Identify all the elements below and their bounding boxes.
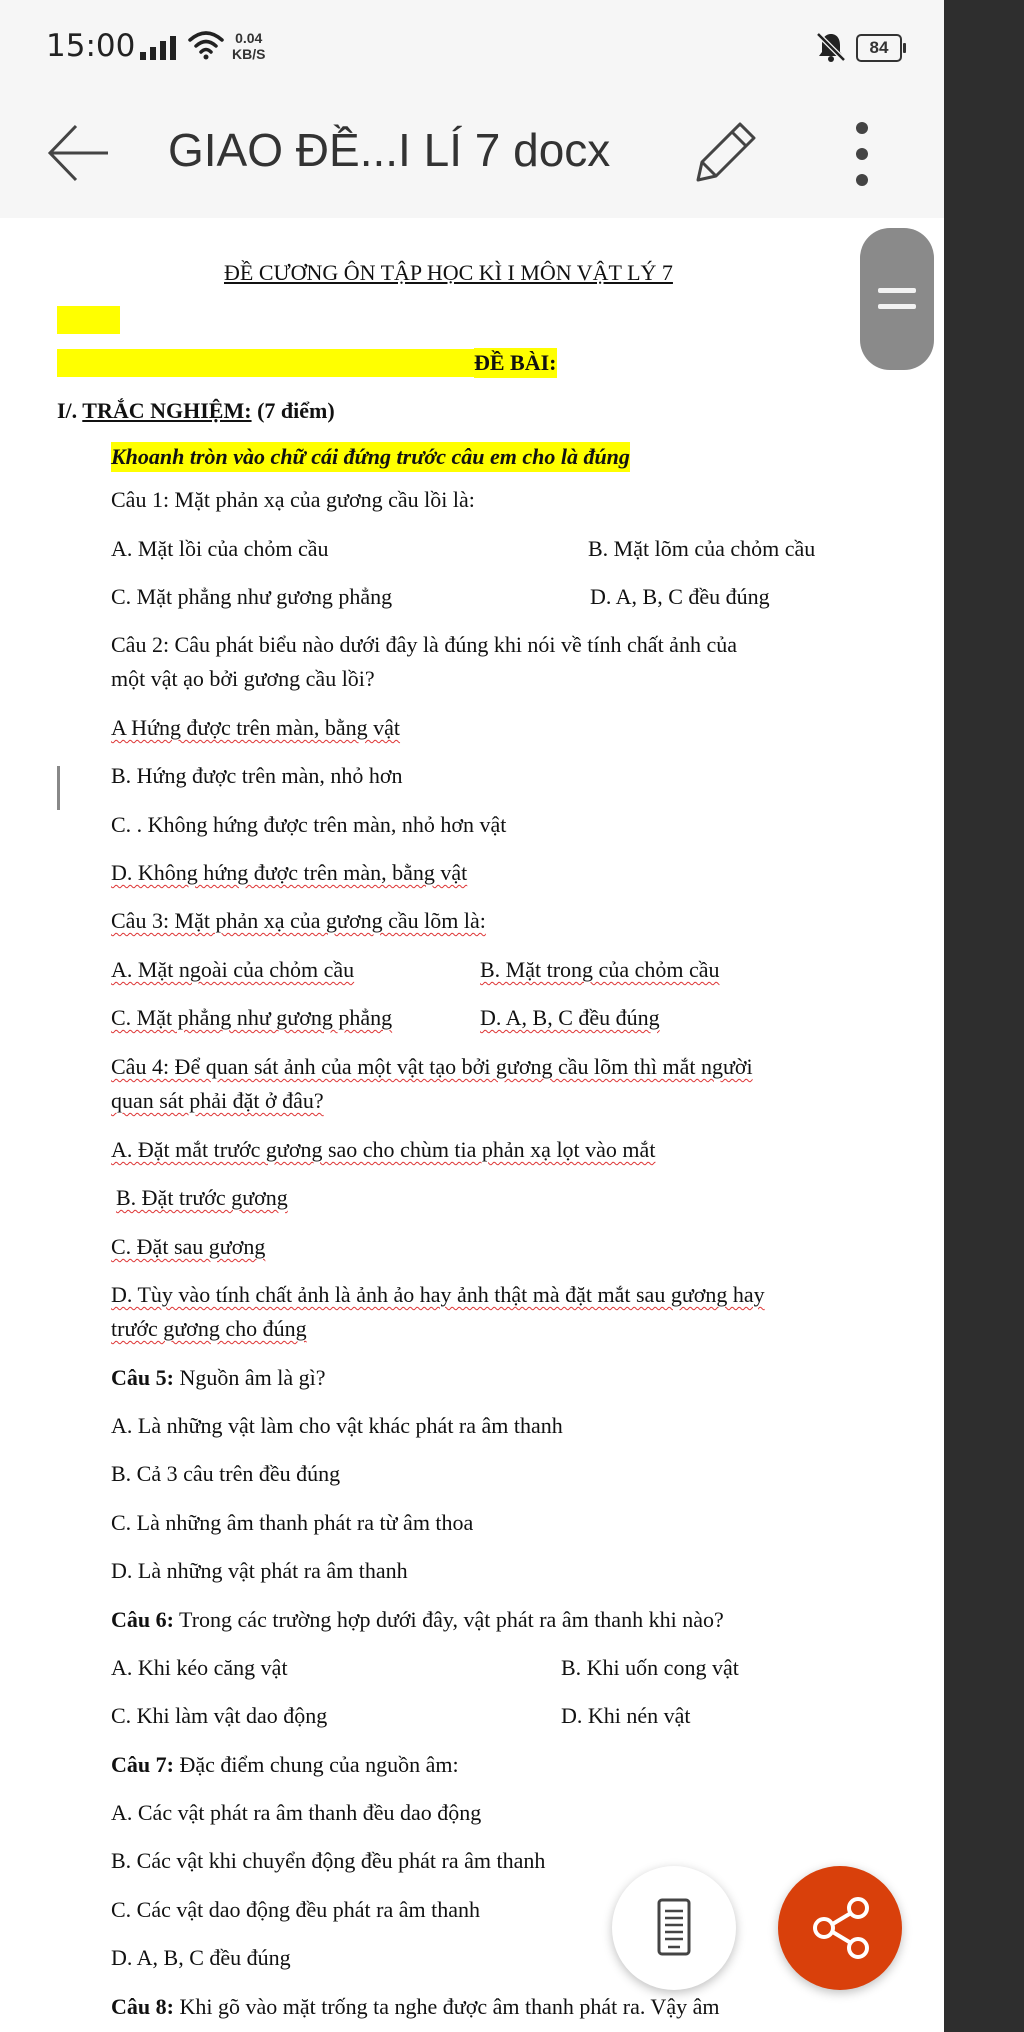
q4-option-a: A. Đặt mắt trước gương sao cho chùm tia phản xạ lọt vào mắt: [111, 1137, 656, 1162]
more-vertical-icon[interactable]: [840, 114, 884, 194]
section-title: TRẮC NGHIỆM:: [82, 398, 252, 423]
question-2-line-2: một vật ạo bởi gương cầu lồi?: [111, 666, 375, 691]
q2-option-d: D. Không hứng được trên màn, bằng vật: [111, 860, 468, 885]
q1-option-b: B. Mặt lõm của chỏm cầu: [588, 536, 816, 561]
battery-indicator: 84: [856, 34, 902, 62]
q2-option-a: A Hứng được trên màn, bằng vật: [111, 715, 401, 740]
status-time: 15:00: [46, 28, 136, 64]
question-5: [111, 1363, 325, 1393]
q5-option-c: C. Là những âm thanh phát ra từ âm thoa: [111, 1510, 474, 1535]
q7-option-b: B. Các vật khi chuyển động đều phát ra âm thanh: [111, 1848, 546, 1873]
q4-option-d-line-2: trước gương cho đúng: [111, 1316, 307, 1341]
q3-option-c: C. Mặt phẳng như gương phẳng: [111, 1005, 393, 1030]
q1-option-c: C. Mặt phẳng như gương phẳng: [111, 584, 393, 609]
q4-option-d-line-1: D. Tùy vào tính chất ảnh là ảnh ảo hay ảnh thật mà đặt mắt sau gương hay: [111, 1282, 765, 1307]
text-cursor: [57, 766, 60, 810]
q5-option-b: B. Cả 3 câu trên đều đúng: [111, 1461, 341, 1486]
pencil-icon[interactable]: [684, 112, 764, 192]
q4-option-b: B. Đặt trước gương: [116, 1185, 288, 1210]
q4-option-c: C. Đặt sau gương: [111, 1234, 266, 1259]
question-8: [111, 1992, 719, 2022]
q1-option-d: D. A, B, C đều đúng: [590, 584, 770, 609]
q1-option-a: A. Mặt lồi của chỏm cầu: [111, 536, 329, 561]
q8-text: Khi gõ vào mặt trống ta nghe được âm thanh phát ra. Vậy âm: [173, 1994, 720, 2019]
q6-text: Trong các trường hợp dưới đây, vật phát ra âm thanh khi nào?: [173, 1607, 724, 1632]
q6-option-d: D. Khi nén vật: [561, 1703, 691, 1728]
network-speed-value: 0.04: [235, 30, 263, 46]
q7-option-d: D. A, B, C đều đúng: [111, 1945, 291, 1970]
share-icon: [778, 1866, 902, 1990]
question-6: [111, 1605, 724, 1635]
question-7: [111, 1750, 459, 1780]
q2-option-c: C. . Không hứng được trên màn, nhỏ hơn vật: [111, 812, 507, 837]
q3-option-d: D. A, B, C đều đúng: [480, 1005, 660, 1030]
q6-label: Câu 6:: [111, 1607, 174, 1632]
q6-option-c: C. Khi làm vật dao động: [111, 1703, 328, 1728]
highlight-mark: [57, 306, 120, 334]
back-arrow-icon[interactable]: [44, 118, 114, 188]
question-4-line-2: quan sát phải đặt ở đâu?: [111, 1088, 324, 1113]
question-4-line-1: Câu 4: Để quan sát ảnh của một vật tạo bởi gương cầu lõm thì mắt người: [111, 1054, 753, 1079]
mobile-view-icon: [612, 1866, 736, 1990]
question-1: Câu 1: Mặt phản xạ của gương cầu lồi là:: [111, 487, 475, 512]
question-3: Câu 3: Mặt phản xạ của gương cầu lõm là:: [111, 908, 486, 933]
screen-edge: [944, 0, 1024, 2032]
de-bai-label: ĐỀ BÀI:: [474, 348, 557, 378]
bell-muted-icon: [814, 30, 848, 64]
section-heading: [57, 396, 335, 426]
instruction-text: Khoanh tròn vào chữ cái đứng trước câu em cho là đúng: [111, 442, 630, 472]
scroll-grip-line: [878, 304, 916, 309]
document-title: GIAO ĐỀ...I LÍ 7 docx: [168, 124, 611, 176]
wifi-icon: [188, 30, 224, 60]
signal-icon: [140, 36, 180, 60]
q7-option-a: A. Các vật phát ra âm thanh đều dao động: [111, 1800, 482, 1825]
q7-option-c: C. Các vật dao động đều phát ra âm thanh: [111, 1897, 481, 1922]
mobile-view-button[interactable]: [612, 1866, 736, 1990]
q7-text: Đặc điểm chung của nguồn âm:: [173, 1752, 459, 1777]
document-page: [0, 218, 944, 2032]
q2-option-b: B. Hứng được trên màn, nhỏ hơn: [111, 763, 403, 788]
question-2-line-1: Câu 2: Câu phát biểu nào dưới đây là đúng khi nói về tính chất ảnh của: [111, 632, 737, 657]
q8-label: Câu 8:: [111, 1994, 174, 2019]
q3-option-b: B. Mặt trong của chỏm cầu: [480, 957, 720, 982]
q5-text: Nguồn âm là gì?: [173, 1365, 326, 1390]
status-bar: [0, 0, 944, 90]
q6-option-a: A. Khi kéo căng vật: [111, 1655, 288, 1680]
document-heading: ĐỀ CƯƠNG ÔN TẬP HỌC KÌ I MÔN VẬT LÝ 7: [224, 260, 673, 285]
section-points: (7 điểm): [251, 398, 335, 423]
q5-option-a: A. Là những vật làm cho vật khác phát ra âm thanh: [111, 1413, 563, 1438]
fast-scroll-thumb[interactable]: [860, 228, 934, 370]
q7-label: Câu 7:: [111, 1752, 174, 1777]
section-prefix: I/.: [57, 398, 83, 423]
network-speed: [232, 30, 265, 62]
share-button[interactable]: [778, 1866, 902, 1990]
q5-label: Câu 5:: [111, 1365, 174, 1390]
app-bar: [0, 90, 944, 219]
q5-option-d: D. Là những vật phát ra âm thanh: [111, 1558, 408, 1583]
q3-option-a: A. Mặt ngoài của chỏm cầu: [111, 957, 355, 982]
network-speed-unit: KB/S: [232, 46, 266, 62]
scroll-grip-line: [878, 288, 916, 293]
q6-option-b: B. Khi uốn cong vật: [561, 1655, 739, 1680]
